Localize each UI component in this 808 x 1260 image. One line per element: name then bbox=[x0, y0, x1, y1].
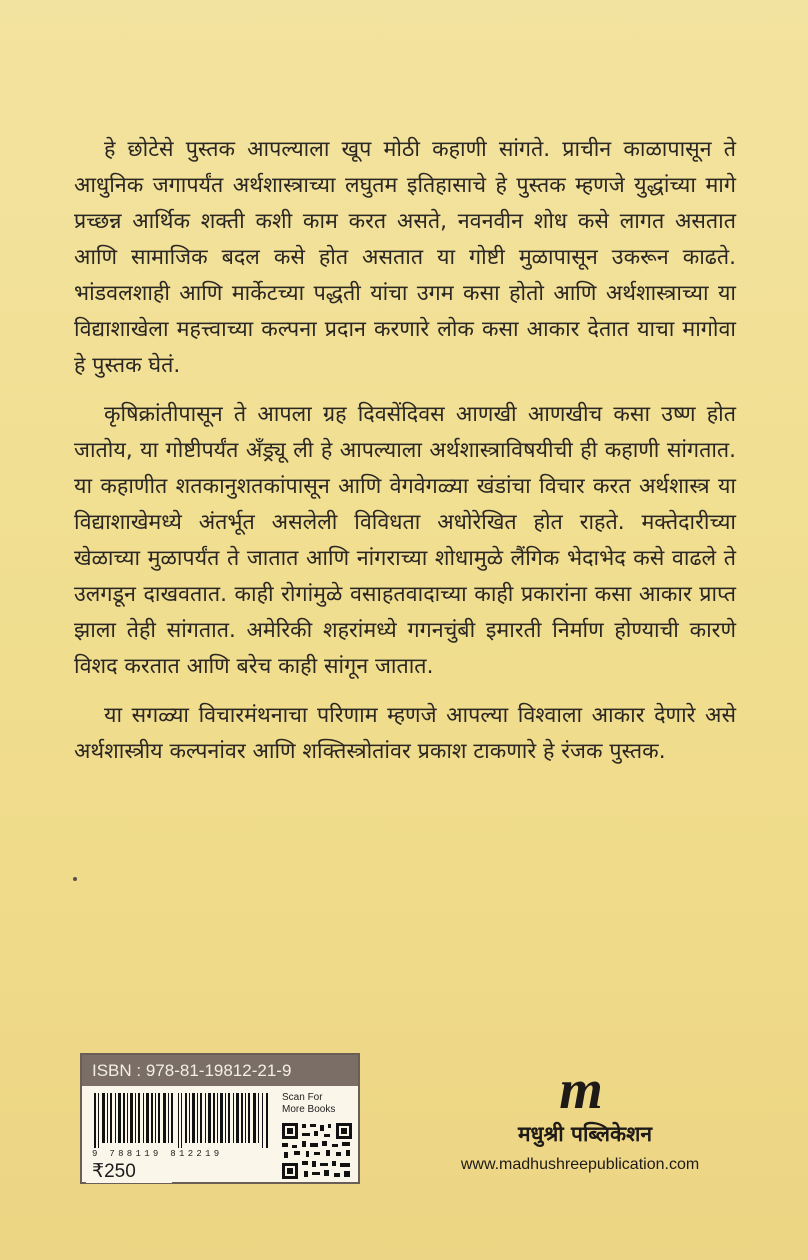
scan-prompt-line-2: More Books bbox=[282, 1104, 336, 1115]
logo-letter: m bbox=[559, 1060, 603, 1120]
price-value: 250 bbox=[104, 1161, 136, 1182]
publisher-name: मधुश्री पब्लिकेशन bbox=[517, 1122, 653, 1146]
decorative-dot bbox=[73, 877, 77, 881]
barcode-box bbox=[80, 1053, 360, 1184]
publisher-website[interactable]: www.madhushreepublication.com bbox=[460, 1156, 700, 1173]
blurb-paragraph-2: कृषिक्रांतीपासून ते आपला ग्रह दिवसेंदिवस आणखी आणखीच कसा उष्ण होत जातोय, या गोष्टीपर्यंत अँड्र्यू ली हे आपल्याला अर्थशास्त्राविषयीची ही कहाणी सांगतात. या कहाणीत शतकानुशतकांपासून आणि वेगवेगळ्या खंडांचा विचार करत अर्थशास्त्र या विद्याशाखेमध्ये अंतर्भूत असलेली विविधता अधोरेखित होत राहते. मक्तेदारीच्या खेळाच्या मुळापर्यंत ते जातात आणि नांगराच्या शोधामुळे लैंगिक भेदाभेद कसे वाढले ते उलगडून दाखवतात. काही रोगांमुळे वसाहतवादाच्या काही प्रकारांना कसा आकार प्राप्त झाला तेही सांगतात. अमेरिकी शहरांमध्ये गगनचुंबी इमारती निर्माण होण्याची कारणे विशद करतात आणि बरेच काही सांगून जातात. bbox=[74, 402, 736, 679]
barcode-icon bbox=[92, 1093, 272, 1148]
scan-prompt bbox=[282, 1092, 335, 1116]
barcode-digits: 9 788119 812219 bbox=[92, 1149, 223, 1159]
back-cover-blurb bbox=[74, 132, 736, 783]
blurb-paragraph-1: हे छोटेसे पुस्तक आपल्याला खूप मोठी कहाणी सांगते. प्राचीन काळापासून ते आधुनिक जगापर्यंत अर्थशास्त्राच्या लघुतम इतिहासाचे हे पुस्तक म्हणजे युद्धांच्या मागे प्रच्छन्न आर्थिक शक्ती कशी काम करत असते, नवनवीन शोध कसे लागत असतात आणि सामाजिक बदल कसे होत असतात या गोष्टी मुळापासून उकरून काढते. भांडवलशाही आणि मार्केटच्या पद्धती यांचा उगम कसा होतो आणि अर्थशास्त्राच्या या विद्याशाखेला महत्त्वाच्या कल्पना प्रदान करणारे लोक कसा आकार देतात याचा मागोवा हे पुस्तक घेतं. bbox=[74, 137, 736, 378]
currency-symbol: ₹ bbox=[92, 1160, 105, 1182]
scan-prompt-line-1: Scan For bbox=[282, 1092, 323, 1103]
isbn-label: ISBN : 978-81-19812-21-9 bbox=[82, 1055, 358, 1086]
blurb-paragraph-3: या सगळ्या विचारमंथनाचा परिणाम म्हणजे आपल्या विश्वाला आकार देणारे असे अर्थशास्त्रीय कल्पनांवर आणि शक्तिस्त्रोतांवर प्रकाश टाकणारे हे रंजक पुस्तक. bbox=[74, 703, 736, 764]
publisher-logo-icon bbox=[546, 1060, 616, 1120]
price-tag bbox=[86, 1159, 172, 1183]
qr-code-icon[interactable] bbox=[280, 1121, 354, 1181]
